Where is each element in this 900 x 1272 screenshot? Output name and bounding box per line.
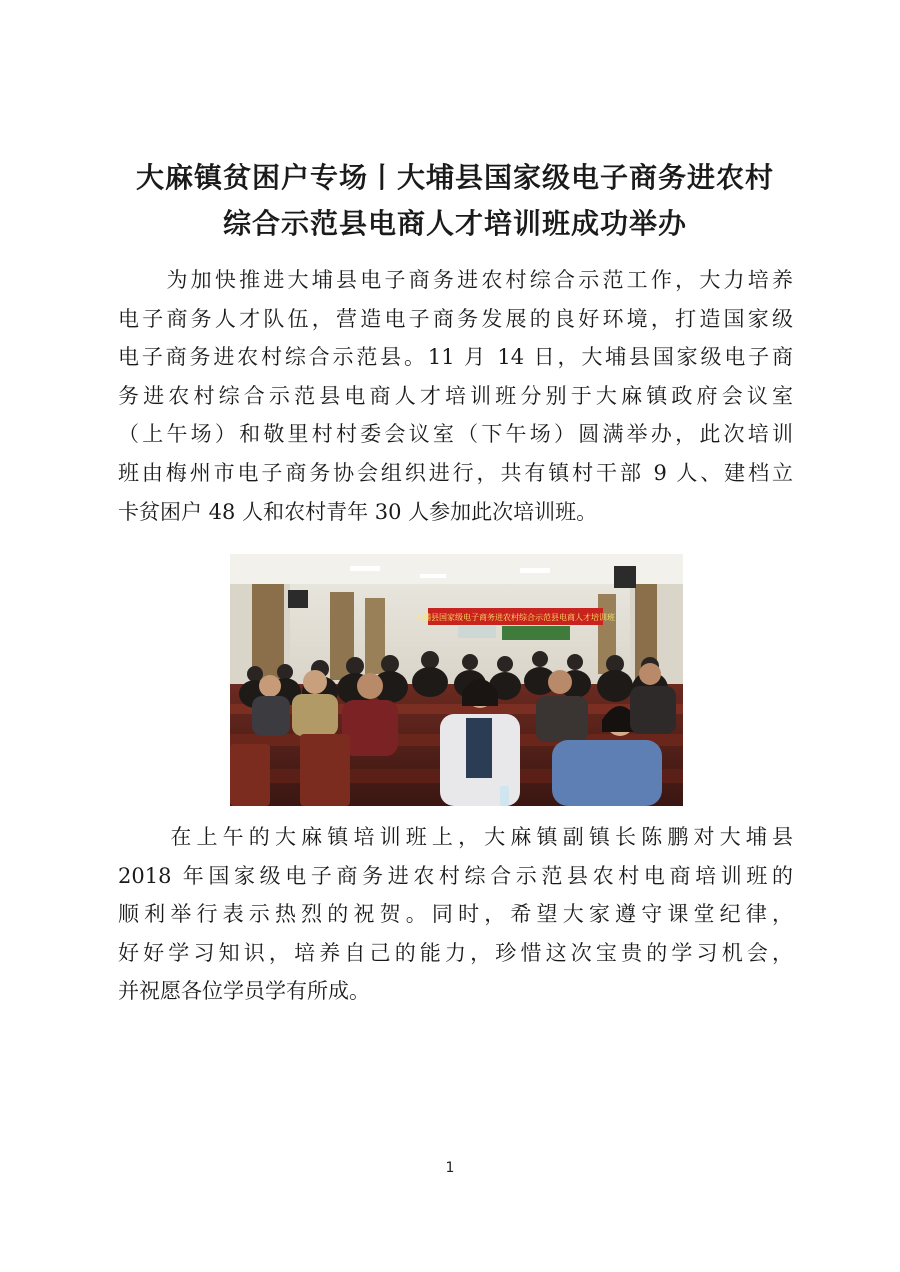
- paragraph-1-line: 卡贫困户 48 人和农村青年 30 人参加此次培训班。: [118, 499, 598, 524]
- paragraph-1-line: 为加快推进大埔县电子商务进农村综合示范工作，大力培养: [118, 268, 793, 292]
- paragraph-2-line: 并祝愿各位学员学有所成。: [118, 979, 370, 1004]
- paragraph-1-line: 务进农村综合示范县电商人才培训班分别于大麻镇政府会议室: [118, 383, 793, 408]
- page-number: 1: [445, 1160, 455, 1176]
- paragraph-2-line: 在上午的大麻镇培训班上，大麻镇副镇长陈鹏对大埔县: [118, 825, 793, 849]
- paragraph-1-line: 班由梅州市电子商务协会组织进行，共有镇村干部 9 人、建档立: [118, 460, 793, 485]
- paragraph-1-line: （上午场）和敬里村村委会议室（下午场）圆满举办，此次培训: [118, 422, 793, 447]
- paragraph-2-line: 好好学习知识，培养自己的能力，珍惜这次宝贵的学习机会，: [118, 940, 793, 965]
- paragraph-2: [118, 818, 793, 1011]
- training-session-photo: [230, 554, 683, 806]
- banner-text: 大埔县国家级电子商务进农村综合示范县电商人才培训班: [415, 613, 615, 622]
- paragraph-1-line: 电子商务进农村综合示范县。11 月 14 日，大埔县国家级电子商: [118, 345, 793, 370]
- paragraph-1-line: 电子商务人才队伍，营造电子商务发展的良好环境，打造国家级: [118, 306, 793, 331]
- paragraph-2-line: 顺利举行表示热烈的祝贺。同时，希望大家遵守课堂纪律，: [118, 902, 793, 927]
- paragraph-2-line: 2018 年国家级电子商务进农村综合示范县农村电商培训班的: [118, 863, 793, 888]
- paragraph-1: [118, 261, 793, 531]
- title-line-2: 综合示范县电商人才培训班成功举办: [222, 207, 687, 240]
- title-line-1: 大麻镇贫困户专场丨大埔县国家级电子商务进农村: [135, 161, 774, 194]
